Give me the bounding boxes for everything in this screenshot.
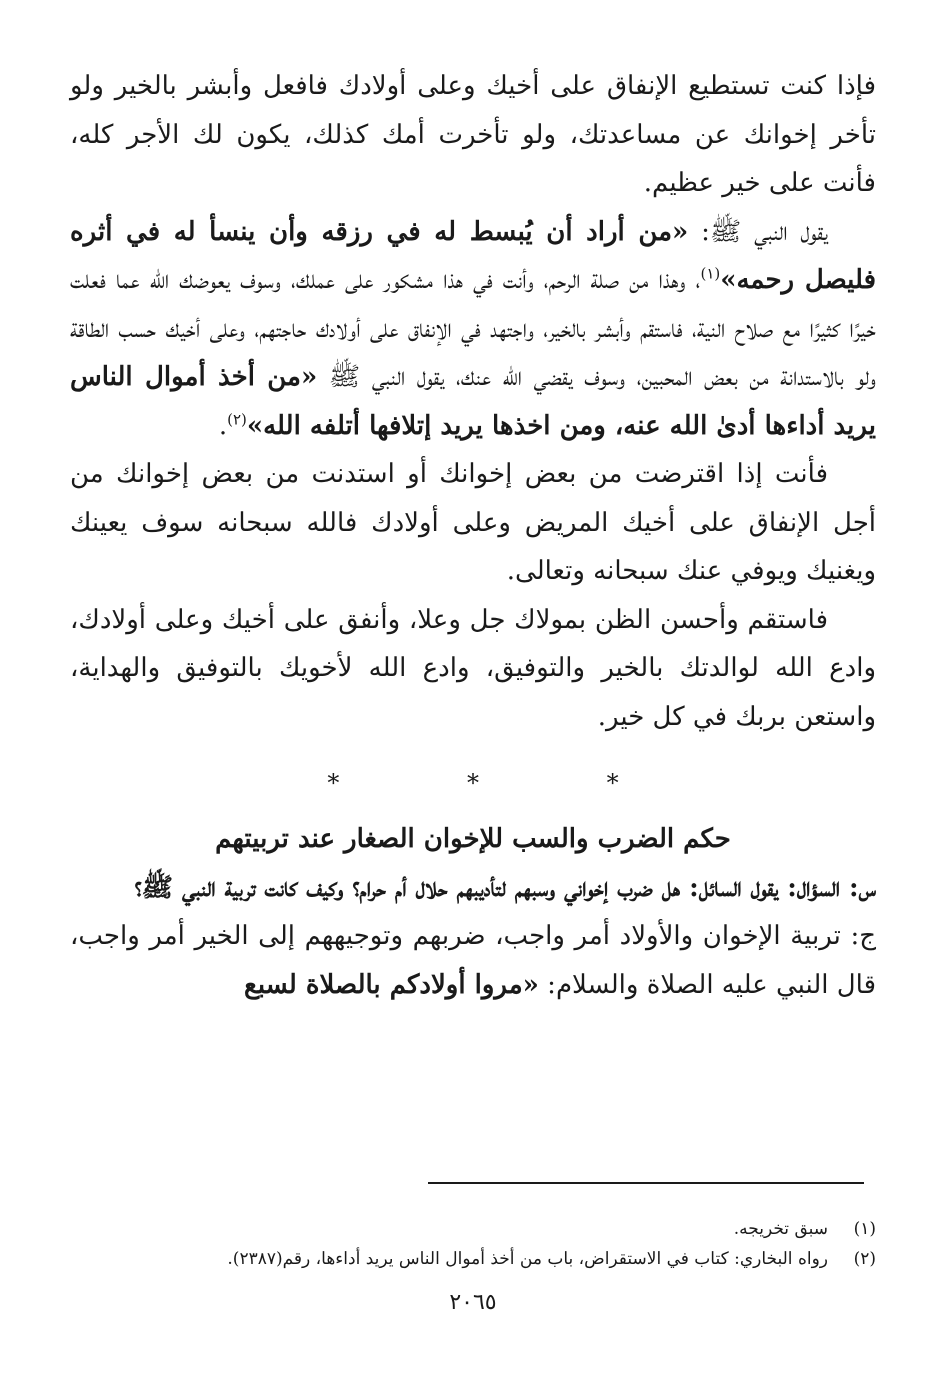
- footnote-ref-1: (١): [700, 264, 721, 283]
- hadith-2: «من أخذ أموال الناس يريد أداءها أدىٰ الله عنه، ومن اخذها يريد إتلافها أتلفه الله»: [70, 362, 876, 441]
- footnote-text: رواه البخاري: كتاب في الاستقراض، باب من أخذ أموال الناس يريد أداءها، رقم(٢٣٨٧).: [227, 1249, 828, 1269]
- footnote-divider: [428, 1182, 864, 1184]
- paragraph-2-middle: ، وهذا من صلة الرحم، وأنت في هذا مشكور على عملك، وسوف يعوضك الله عما فعلت خيرًا كثيرًا مع صلاح النية، فاستقم وأبشر بالخير، واجتهد في الإنفاق على أولادك حاجتهم، وعلى أخيك حسب الطاقة ولو بالاستدانة من بعض المحبين، وسوف يقضي الله عنك، يقول النبي ﷺ: [70, 265, 876, 392]
- footnote-number: (٢): [853, 1249, 876, 1269]
- page-number: ٢٠٦٥: [449, 1290, 497, 1315]
- main-text: [70, 62, 876, 1009]
- answer-paragraph: [70, 912, 876, 1009]
- paragraph-2-end: .: [218, 410, 228, 441]
- paragraph-2-intro: يقول النبي ﷺ:: [688, 216, 828, 247]
- question-paragraph: س: السؤال: يقول السائل: هل ضرب إخواني وسبهم لتأديبهم حلال أم حرام؟ وكيف كانت تربية النبي ﷺ؟: [134, 872, 876, 903]
- paragraph-2: [70, 208, 876, 451]
- paragraph-4: فاستقم وأحسن الظن بمولاك جل وعلا، وأنفق على أخيك وعلى أولادك، وادع الله لوالدتك بالخير والتوفيق، وادع الله لأخويك بالتوفيق والهداية، واستعن بربك في كل خير.: [70, 604, 876, 732]
- footnote-ref-2: (٢): [227, 409, 247, 428]
- section-title: حكم الضرب والسب للإخوان الصغار عند تربيتهم: [215, 824, 731, 854]
- paragraph-1: فإذا كنت تستطيع الإنفاق على أخيك وعلى أولادك فافعل وأبشر بالخير ولو تأخر إخوانك عن مساعدتك، ولو تأخرت أمك كذلك، يكون لك الأجر كله، فأنت على خير عظيم.: [70, 71, 876, 198]
- paragraph-3: فأنت إذا اقترضت من بعض إخوانك أو استدنت من بعض إخوانك من أجل الإنفاق على أخيك المريض وعلى أولادك فالله سبحانه سوف يعينك ويغنيك ويوفي عنك سبحانه وتعالى.: [70, 459, 876, 586]
- footnote-item: [70, 1244, 876, 1274]
- section-separator: * * *: [327, 769, 679, 797]
- answer-hadith: «مروا أولادكم بالصلاة لسبع: [244, 969, 539, 1000]
- answer-text: ج: تربية الإخوان والأولاد أمر واجب، ضربهم وتوجيههم إلى الخير أمر واجب، قال النبي عليه الصلاة والسلام:: [70, 921, 876, 1000]
- footnote-number: (١): [853, 1219, 876, 1239]
- footnote-text: سبق تخريجه.: [733, 1219, 828, 1239]
- footnote-item: [70, 1214, 876, 1244]
- footnotes: [70, 1214, 876, 1274]
- hadith-1: «من أراد أن يُبسط له في رزقه وأن ينسأ له في أثره فليصل رحمه»: [70, 216, 876, 295]
